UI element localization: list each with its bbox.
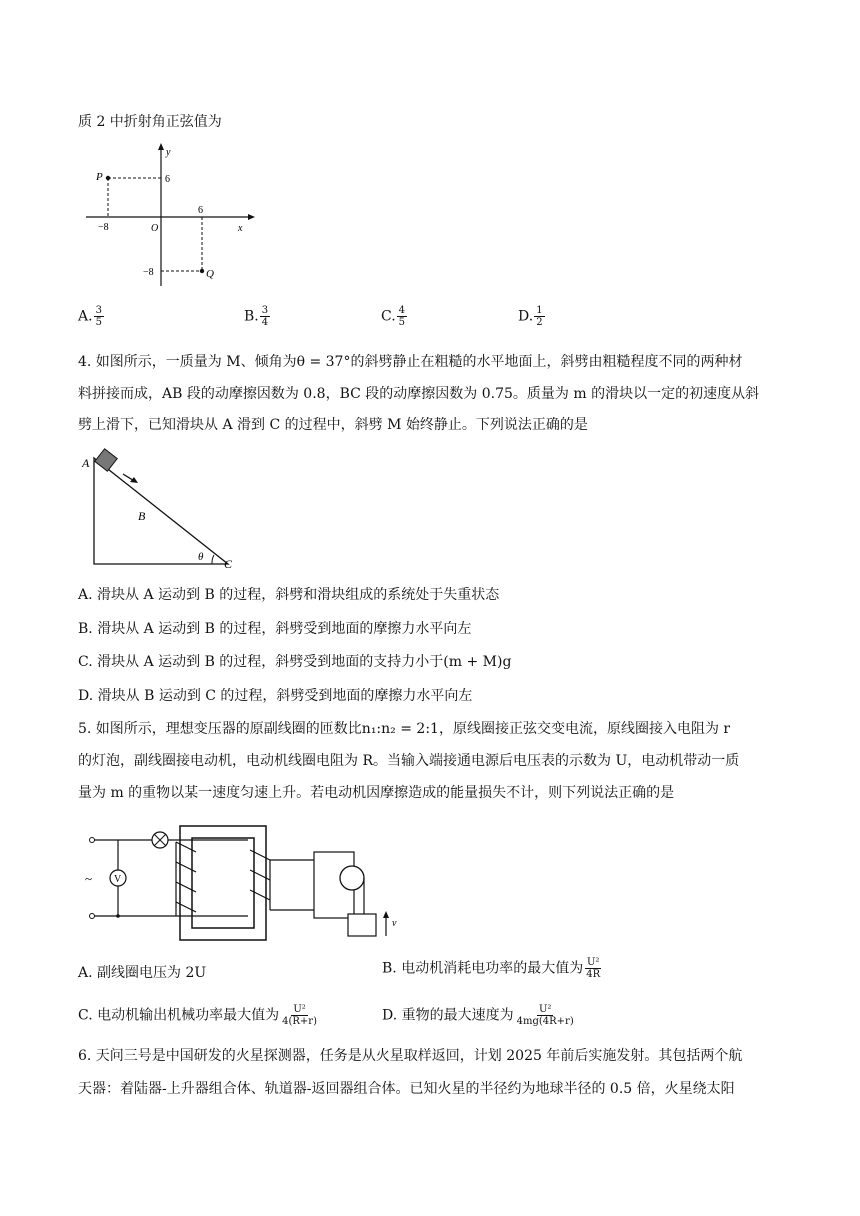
q3-option-a: A. $\frac{3}{5}$ bbox=[78, 305, 102, 328]
label-c: C bbox=[224, 557, 233, 571]
label-p: P bbox=[96, 171, 103, 183]
tick-minus8-x: −8 bbox=[98, 222, 109, 233]
tick-6-x: 6 bbox=[198, 205, 203, 216]
label-y-axis: y bbox=[166, 147, 171, 158]
point-q bbox=[200, 269, 204, 273]
weight-block bbox=[348, 914, 376, 936]
velocity-label: v bbox=[392, 918, 397, 929]
label-q: Q bbox=[206, 268, 214, 280]
x-axis-arrow-icon bbox=[248, 214, 255, 220]
label-origin: O bbox=[151, 223, 159, 234]
q5-transformer-circuit-figure bbox=[80, 822, 420, 944]
label-theta: θ bbox=[198, 551, 204, 563]
q3-option-d: D. $\frac{1}{2}$ bbox=[518, 305, 543, 328]
point-p bbox=[106, 176, 110, 180]
transformer-core-inner bbox=[192, 838, 254, 928]
q5-option-a: A. 副线圈电压为 2U bbox=[78, 965, 207, 981]
junction-dot bbox=[116, 914, 120, 918]
q4-stem-line1: 4. 如图所示，一质量为 M、倾角为θ = 37°的斜劈静止在粗糙的水平地面上，斜劈由粗糙程度不同的两种材 bbox=[78, 354, 743, 370]
q3-option-c: C. $\frac{4}{5}$ bbox=[381, 305, 406, 328]
q4-option-a: A. 滑块从 A 运动到 B 的过程，斜劈和滑块组成的系统处于失重状态 bbox=[78, 587, 500, 603]
secondary-coil bbox=[250, 850, 270, 910]
incline-wedge bbox=[94, 458, 228, 564]
q3-option-b: B. $\frac{3}{4}$ bbox=[244, 305, 269, 328]
voltmeter-label: V bbox=[114, 874, 122, 885]
q5-stem-line3: 量为 m 的重物以某一速度匀速上升。若电动机因摩擦造成的能量损失不计，则下列说法正确的是 bbox=[78, 785, 675, 801]
q5-option-b: B. 电动机消耗电功率的最大值为 $\frac{\text{U²}}{4R}$ bbox=[382, 957, 601, 980]
q4-stem-line2: 料拼接而成，AB 段的动摩擦因数为 0.8，BC 段的动摩擦因数为 0.75。质量为 m 的滑块以一定的初速度从斜 bbox=[78, 386, 760, 402]
ac-source-symbol: ~ bbox=[85, 871, 93, 886]
velocity-arrow-icon bbox=[130, 477, 138, 483]
q4-incline-figure bbox=[78, 448, 248, 572]
q4-option-c: C. 滑块从 A 运动到 B 的过程，斜劈受到地面的支持力小于(m + M)g bbox=[78, 654, 512, 670]
q5-stem-line2: 的灯泡，副线圈接电动机，电动机线圈电阻为 R。当输入端接通电源后电压表的示数为 U，电动机带动一质 bbox=[78, 753, 740, 769]
q3-coordinate-figure bbox=[80, 140, 260, 290]
input-terminal-bottom bbox=[90, 914, 95, 919]
q4-option-d: D. 滑块从 B 运动到 C 的过程，斜劈受到地面的摩擦力水平向左 bbox=[78, 688, 473, 704]
up-arrow-icon bbox=[383, 911, 389, 918]
label-a: A bbox=[82, 456, 90, 470]
primary-coil bbox=[176, 842, 196, 916]
q4-stem-line3: 劈上滑下，已知滑块从 A 滑到 C 的过程中，斜劈 M 始终静止。下列说法正确的是 bbox=[78, 417, 588, 433]
tick-6-y: 6 bbox=[165, 174, 170, 185]
q3-tail-text: 质 2 中折射角正弦值为 bbox=[78, 114, 222, 130]
label-b: B bbox=[138, 509, 146, 523]
q5-stem-line1: 5. 如图所示，理想变压器的原副线圈的匝数比n₁:n₂ = 2:1，原线圈接正弦交变电流，原线圈接入电阻为 r bbox=[78, 721, 731, 737]
q5-option-d: D. 重物的最大速度为 $\frac{\text{U²}}{4mg(4R+r)}$ bbox=[382, 1004, 574, 1027]
q6-stem-line2: 天器：着陆器-上升器组合体、轨道器-返回器组合体。已知火星的半径约为地球半径的 0.5 倍，火星绕太阳 bbox=[78, 1081, 735, 1097]
motor-pulley-icon bbox=[340, 866, 364, 890]
tick-minus8-y: −8 bbox=[143, 267, 154, 278]
y-axis-arrow-icon bbox=[158, 143, 164, 150]
label-x-axis: x bbox=[238, 223, 243, 234]
slider-block bbox=[95, 449, 117, 471]
transformer-core-outer bbox=[180, 826, 266, 940]
theta-arc bbox=[212, 555, 214, 564]
q5-option-c: C. 电动机输出机械功率最大值为 $\frac{\text{U²}}{4(R+r)}$ bbox=[78, 1004, 317, 1027]
q6-stem-line1: 6. 天问三号是中国研发的火星探测器，任务是从火星取样返回，计划 2025 年前后实施发射。其包括两个航 bbox=[78, 1048, 743, 1064]
q4-option-b: B. 滑块从 A 运动到 B 的过程，斜劈受到地面的摩擦力水平向左 bbox=[78, 621, 472, 637]
input-terminal-top bbox=[90, 838, 95, 843]
